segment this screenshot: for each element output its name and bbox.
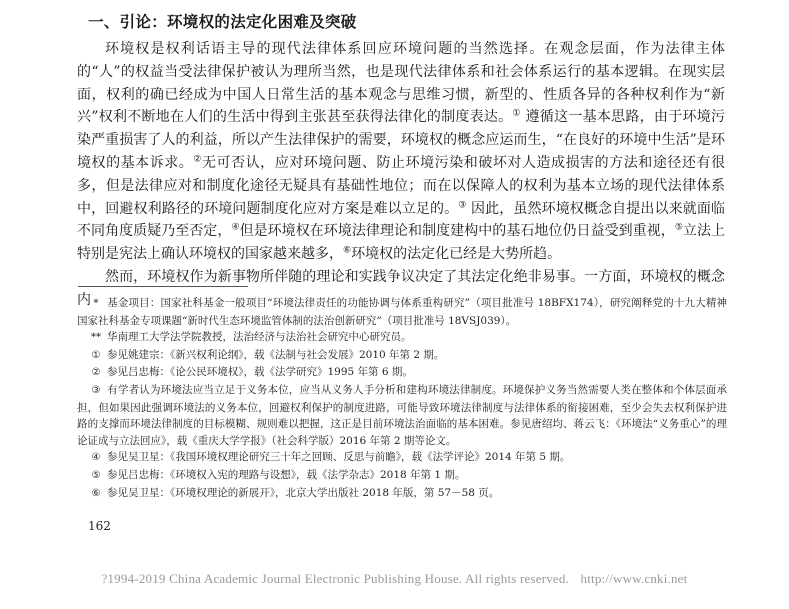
footnote-mark: * <box>93 298 99 309</box>
footnote-mark: ③ <box>91 384 101 396</box>
footnote-reference[interactable]: ② <box>193 154 202 165</box>
footnote-item <box>77 382 727 449</box>
section-heading: 一、引论：环境权的法定化困难及突破 <box>88 13 357 31</box>
paragraph-text: 环境权的法定化已经是大势所趋。 <box>351 246 562 263</box>
footnote-mark: ④ <box>91 452 101 464</box>
footnote-divider <box>78 286 248 287</box>
footnote-reference[interactable]: ④ <box>231 222 240 233</box>
footer-copyright: ?1994-2019 China Academic Journal Electronic Publishing House. All rights reserved. <box>101 571 570 586</box>
footnote-item <box>77 347 727 365</box>
footnote-mark: ⑥ <box>91 487 101 499</box>
footnote-text: 参见姚建宗：《新兴权利论纲》，载《法制与社会发展》2010 年第 2 期。 <box>107 348 445 361</box>
footnote-reference[interactable]: ⑥ <box>343 245 352 256</box>
footnote-item <box>77 295 727 329</box>
body-paragraph <box>77 38 725 266</box>
footnote-text: 参见吕忠梅：《论公民环境权》，载《法学研究》1995 年第 6 期。 <box>107 366 413 379</box>
footnote-text: 参见吕忠梅：《环境权入宪的理路与设想》，载《法学杂志》2018 年第 1 期。 <box>107 468 466 481</box>
footnote-reference[interactable]: ① <box>512 108 521 119</box>
footnote-reference[interactable]: ③ <box>458 199 467 210</box>
footnote-text: 华南理工大学法学院教授，法治经济与法治社会研究中心研究员。 <box>107 331 412 344</box>
footnote-item <box>77 485 727 503</box>
footnote-text: 参见吴卫星：《我国环境权理论研究三十年之回顾、反思与前瞻》，载《法学评论》2014 年第 5 期。 <box>107 451 571 464</box>
footnote-item <box>77 449 727 467</box>
paragraph-text: 环境权是权利话语主导的现代法律体系回应环境问题的当然选择。在观念层面，作为法律主体的“人”的权益当受法律保护被认为理所当然，也是现代法律体系和社会体系运行的基本逻辑。在现实层面，权利的确已经成为中国人日常生活的基本观念与思维习惯，新型的、性质各异的各种权利作为“新兴”权利不断地在人们的生活中得到主张甚至获得法律化的制度表达。 <box>77 41 725 126</box>
paragraph-text: 遵循这一基本思路，由于环境污染严重损害了人的利益，所以产生法律保护的需要，环境权的概念应运而生，“在良好的环境中生活”是环境权的基本诉求。 <box>77 109 725 171</box>
footnote-mark: ** <box>91 332 101 344</box>
body-text <box>77 38 725 312</box>
footnote-item <box>77 329 727 347</box>
page-number: 162 <box>88 519 111 533</box>
paragraph-text: 无可否认，应对环境问题、防止环境污染和破坏对人造成损害的方法和途径还有很多，但是法律应对和制度化途径无疑具有基础性地位；而在以保障人的权利为基本立场的现代法律体系中，回避权利路径的环境问题制度化应对方案是难以立足的。 <box>77 154 726 217</box>
page-footer <box>0 571 789 587</box>
paragraph-text: 然而，环境权作为新事物所伴随的理论和实践争议决定了其法定化绝非易事。一方面，环境权的概念内 <box>77 268 725 308</box>
footnote-text: 参见吴卫星：《环境权理论的新展开》，北京大学出版社 2018 年版，第 57－58 页。 <box>107 486 500 499</box>
footnote-reference[interactable]: ⑤ <box>674 222 683 233</box>
footnote-mark: ① <box>91 349 101 361</box>
paragraph-text: 立法上特别是宪法上确认环境权的国家越来越多， <box>77 223 726 263</box>
paragraph-text: 因此，虽然环境权概念自提出以来就面临不同角度质疑乃至否定， <box>77 200 725 240</box>
footer-url[interactable]: http://www.cnki.net <box>580 571 688 586</box>
footnote-text: 基金项目：国家社科基金一般项目“环境法律责任的功能协调与体系重构研究”（项目批准号 18BFX174），研究阐释党的十九大精神国家社科基金专项课题“新时代生态环境监管体制的法治创新研究”（项目批准号 18VSJ039）。 <box>77 297 727 327</box>
footnote-text: 有学者认为环境法应当立足于义务本位，应当从义务人手分析和建构环境法律制度。环境保护义务当然需要人类在整体和个体层面承担，但如果因此强调环境法的义务本位，回避权利保护的制度进路，可能导致环境法律制度与法律体系的衔接困难，至少会失去权利保护进路的支撑而环境法律制度的目标模糊、规则难以把握，这正是目前环境法治面临的基本困难。参见唐绍均、蒋云飞：《环境法“义务重心”的理论证成与立法回应》，载《重庆大学学报》（社会科学版）2016 年第 2 期等论文。 <box>77 383 727 447</box>
footnote-item <box>77 467 727 485</box>
footnote-mark: ② <box>91 367 101 379</box>
footnote-item <box>77 364 727 382</box>
footnote-mark: ⑤ <box>91 469 101 481</box>
footnotes <box>77 295 727 502</box>
paragraph-text: 但是环境权在环境法律理论和制度建构中的基石地位仍日益受到重视， <box>239 223 675 240</box>
